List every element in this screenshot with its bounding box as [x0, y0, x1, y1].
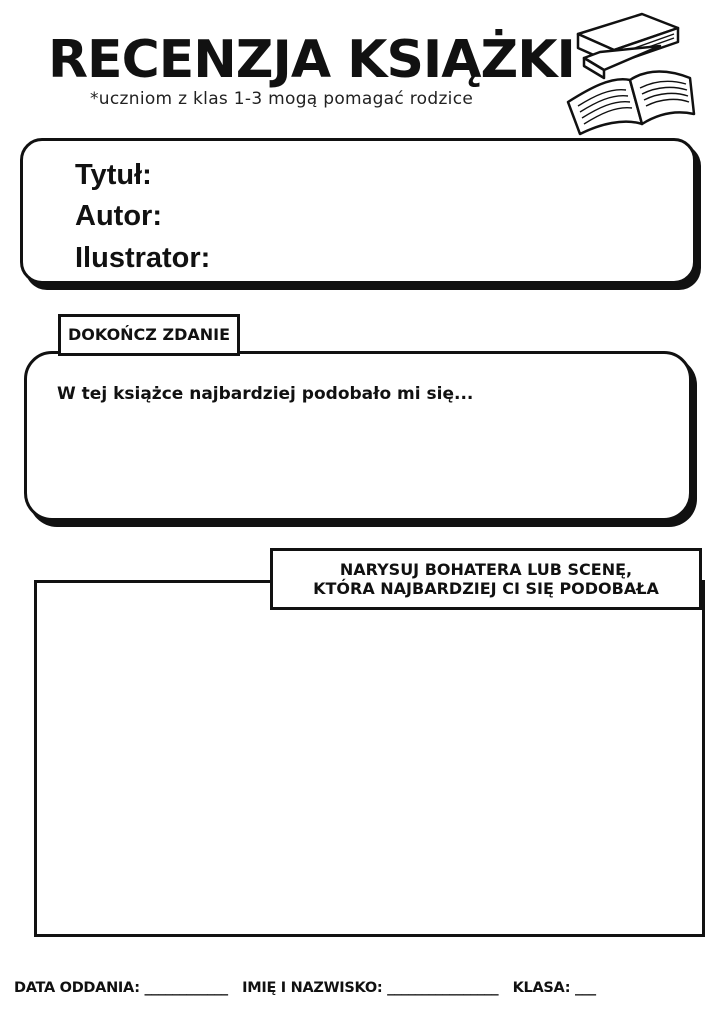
author-field-label[interactable]: Autor: [75, 200, 162, 232]
footer-fields [14, 980, 714, 996]
drawing-area[interactable] [34, 580, 705, 937]
class-label: KLASA: [512, 980, 571, 996]
name-blank[interactable]: ________________ [387, 980, 499, 996]
sentence-prompt: W tej książce najbardziej podobało mi się... [57, 384, 474, 404]
drawing-label-line-2: KTÓRA NAJBARDZIEJ CI SIĘ PODOBAŁA [313, 579, 659, 598]
title-field-label[interactable]: Tytuł: [75, 159, 152, 191]
illustrator-field-label[interactable]: Ilustrator: [75, 242, 211, 274]
sentence-section-label: DOKOŃCZ ZDANIE [58, 314, 240, 356]
sentence-answer-box[interactable] [24, 351, 692, 521]
page-subtitle: *uczniom z klas 1-3 mogą pomagać rodzice [90, 89, 474, 109]
book-info-box [20, 138, 696, 284]
date-label: DATA ODDANIA: [14, 980, 140, 996]
books-stack-icon [560, 6, 700, 138]
page-title: RECENZJA KSIĄŻKI [48, 30, 575, 90]
date-blank[interactable]: ____________ [144, 980, 228, 996]
drawing-label-line-1: NARYSUJ BOHATERA LUB SCENĘ, [339, 560, 633, 579]
name-label: IMIĘ I NAZWISKO: [242, 980, 383, 996]
class-blank[interactable]: ___ [574, 980, 596, 996]
drawing-section-label [270, 548, 702, 610]
